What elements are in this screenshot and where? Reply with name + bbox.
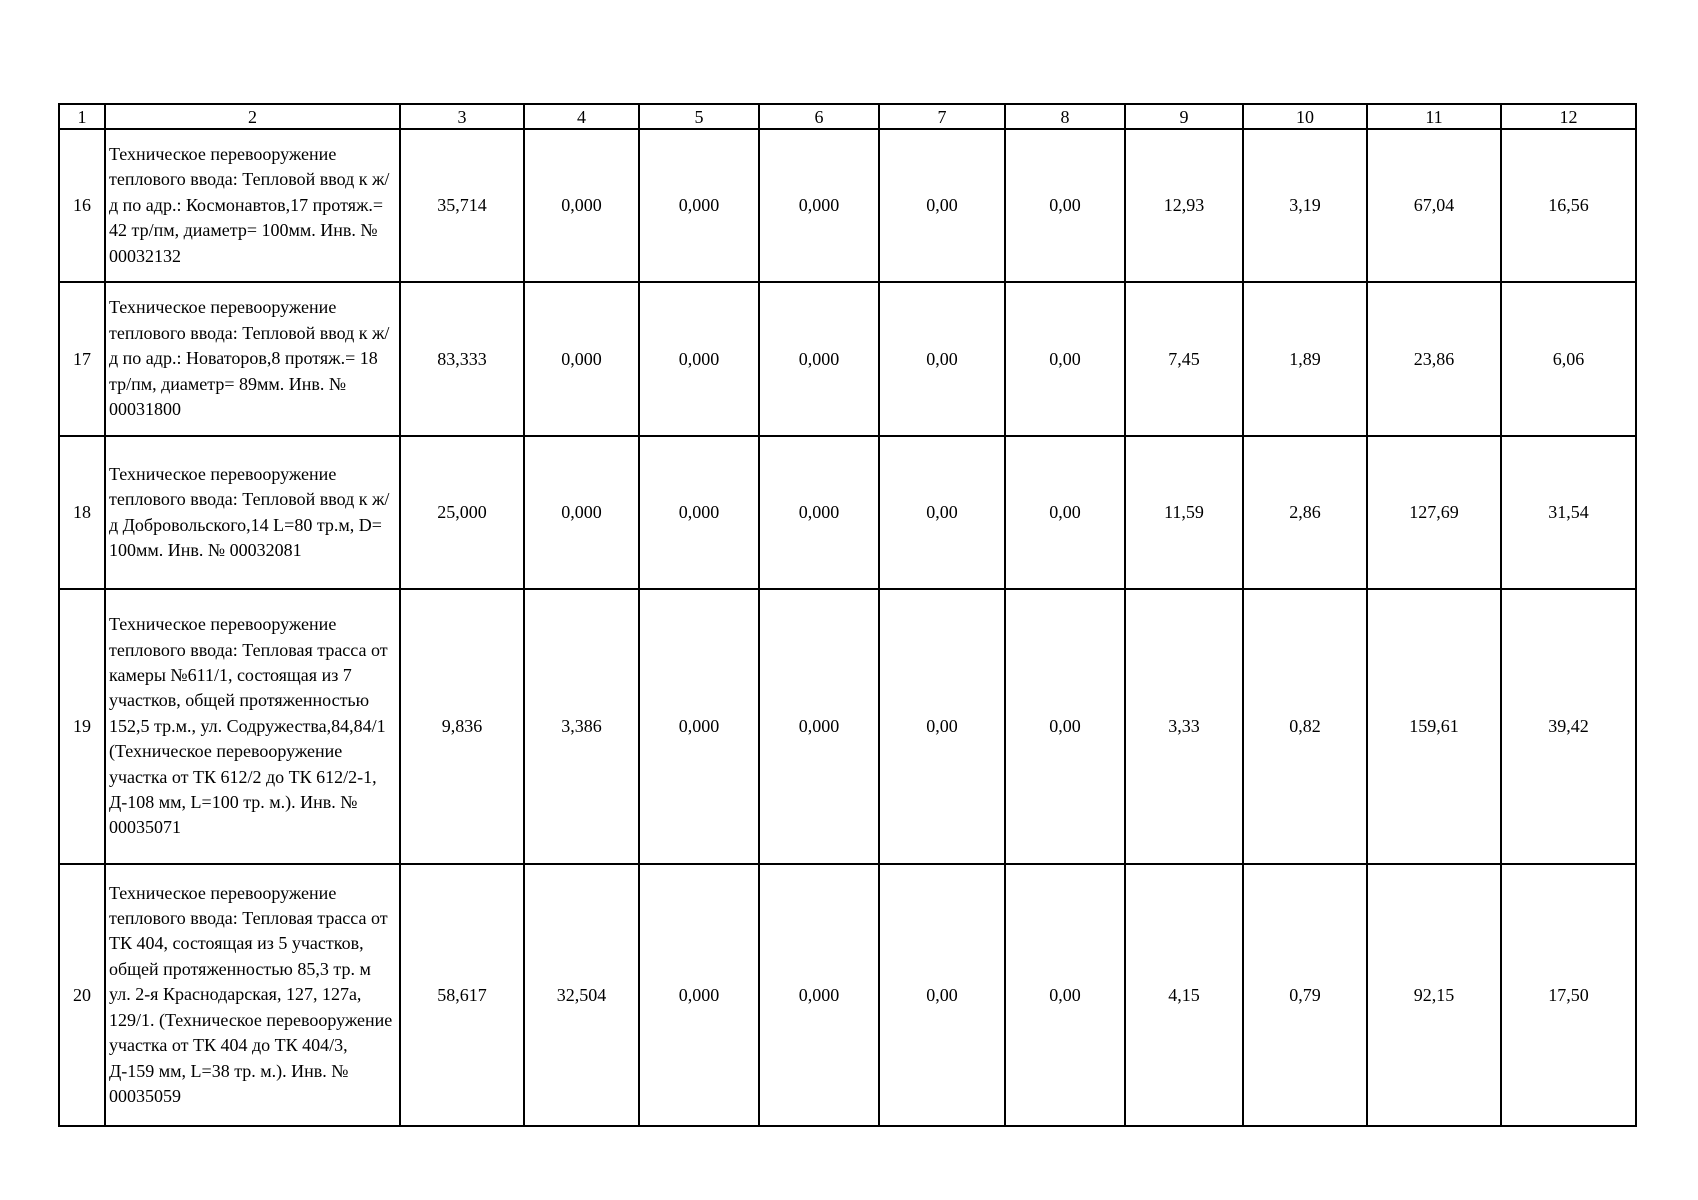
row-description: Техническое перевооружение теплового ввода: Тепловой ввод к ж/д Добровольского,14 L=80 тр.м, D= 100мм. Инв. № 00032081 [105, 436, 400, 589]
header-col-9: 9 [1125, 104, 1243, 129]
cell-col-4: 32,504 [524, 864, 639, 1126]
cell-col-10: 3,19 [1243, 129, 1367, 282]
data-table [58, 103, 1637, 1127]
cell-col-8: 0,00 [1005, 436, 1125, 589]
cell-col-7: 0,00 [879, 436, 1005, 589]
cell-col-12: 17,50 [1501, 864, 1636, 1126]
header-col-6: 6 [759, 104, 879, 129]
cell-col-3: 35,714 [400, 129, 524, 282]
cell-col-9: 3,33 [1125, 589, 1243, 864]
header-col-12: 12 [1501, 104, 1636, 129]
header-col-1: 1 [59, 104, 105, 129]
header-row [59, 104, 1636, 129]
cell-col-3: 9,836 [400, 589, 524, 864]
header-col-7: 7 [879, 104, 1005, 129]
cell-col-4: 0,000 [524, 436, 639, 589]
cell-col-11: 92,15 [1367, 864, 1501, 1126]
table-row [59, 589, 1636, 864]
cell-col-12: 16,56 [1501, 129, 1636, 282]
cell-col-9: 11,59 [1125, 436, 1243, 589]
cell-col-12: 6,06 [1501, 282, 1636, 436]
cell-col-9: 4,15 [1125, 864, 1243, 1126]
cell-col-6: 0,000 [759, 282, 879, 436]
table-row [59, 864, 1636, 1126]
row-number: 16 [59, 129, 105, 282]
cell-col-10: 0,82 [1243, 589, 1367, 864]
header-col-8: 8 [1005, 104, 1125, 129]
row-description: Техническое перевооружение теплового ввода: Тепловая трасса от камеры №611/1, состоящая из 7 участков, общей протяженностью 152,5 тр.м., ул. Содружества,84,84/1 (Техническое перевооружение участка от ТК 612/2 до ТК 612/2-1, Д-108 мм, L=100 тр. м.). Инв. № 00035071 [105, 589, 400, 864]
cell-col-7: 0,00 [879, 129, 1005, 282]
cell-col-3: 25,000 [400, 436, 524, 589]
table-row [59, 436, 1636, 589]
cell-col-8: 0,00 [1005, 282, 1125, 436]
cell-col-4: 0,000 [524, 129, 639, 282]
row-number: 18 [59, 436, 105, 589]
cell-col-4: 3,386 [524, 589, 639, 864]
cell-col-5: 0,000 [639, 589, 759, 864]
cell-col-7: 0,00 [879, 864, 1005, 1126]
row-description: Техническое перевооружение теплового ввода: Тепловая трасса от ТК 404, состоящая из 5 участков, общей протяженностью 85,3 тр. м ул. 2-я Краснодарская, 127, 127а, 129/1. (Техническое перевооружение участка от ТК 404 до ТК 404/3, Д-159 мм, L=38 тр. м.). Инв. № 00035059 [105, 864, 400, 1126]
cell-col-10: 1,89 [1243, 282, 1367, 436]
cell-col-5: 0,000 [639, 282, 759, 436]
cell-col-9: 7,45 [1125, 282, 1243, 436]
cell-col-11: 23,86 [1367, 282, 1501, 436]
cell-col-11: 67,04 [1367, 129, 1501, 282]
cell-col-11: 127,69 [1367, 436, 1501, 589]
header-col-10: 10 [1243, 104, 1367, 129]
row-description: Техническое перевооружение теплового ввода: Тепловой ввод к ж/д по адр.: Космонавтов,17 протяж.= 42 тр/пм, диаметр= 100мм. Инв. № 00032132 [105, 129, 400, 282]
cell-col-5: 0,000 [639, 864, 759, 1126]
cell-col-7: 0,00 [879, 282, 1005, 436]
cell-col-5: 0,000 [639, 436, 759, 589]
table-row [59, 282, 1636, 436]
cell-col-12: 39,42 [1501, 589, 1636, 864]
cell-col-12: 31,54 [1501, 436, 1636, 589]
row-number: 19 [59, 589, 105, 864]
table-row [59, 129, 1636, 282]
header-col-4: 4 [524, 104, 639, 129]
row-description: Техническое перевооружение теплового ввода: Тепловой ввод к ж/д по адр.: Новаторов,8 протяж.= 18 тр/пм, диаметр= 89мм. Инв. № 00031800 [105, 282, 400, 436]
cell-col-6: 0,000 [759, 129, 879, 282]
cell-col-7: 0,00 [879, 589, 1005, 864]
cell-col-3: 83,333 [400, 282, 524, 436]
table-header [59, 104, 1636, 129]
cell-col-6: 0,000 [759, 589, 879, 864]
header-col-3: 3 [400, 104, 524, 129]
row-number: 20 [59, 864, 105, 1126]
header-col-11: 11 [1367, 104, 1501, 129]
cell-col-8: 0,00 [1005, 129, 1125, 282]
row-number: 17 [59, 282, 105, 436]
cell-col-11: 159,61 [1367, 589, 1501, 864]
header-col-2: 2 [105, 104, 400, 129]
cell-col-6: 0,000 [759, 864, 879, 1126]
header-col-5: 5 [639, 104, 759, 129]
cell-col-8: 0,00 [1005, 864, 1125, 1126]
cell-col-9: 12,93 [1125, 129, 1243, 282]
cell-col-6: 0,000 [759, 436, 879, 589]
cell-col-8: 0,00 [1005, 589, 1125, 864]
cell-col-4: 0,000 [524, 282, 639, 436]
cell-col-5: 0,000 [639, 129, 759, 282]
cell-col-10: 0,79 [1243, 864, 1367, 1126]
table-body [59, 129, 1636, 1126]
cell-col-3: 58,617 [400, 864, 524, 1126]
cell-col-10: 2,86 [1243, 436, 1367, 589]
